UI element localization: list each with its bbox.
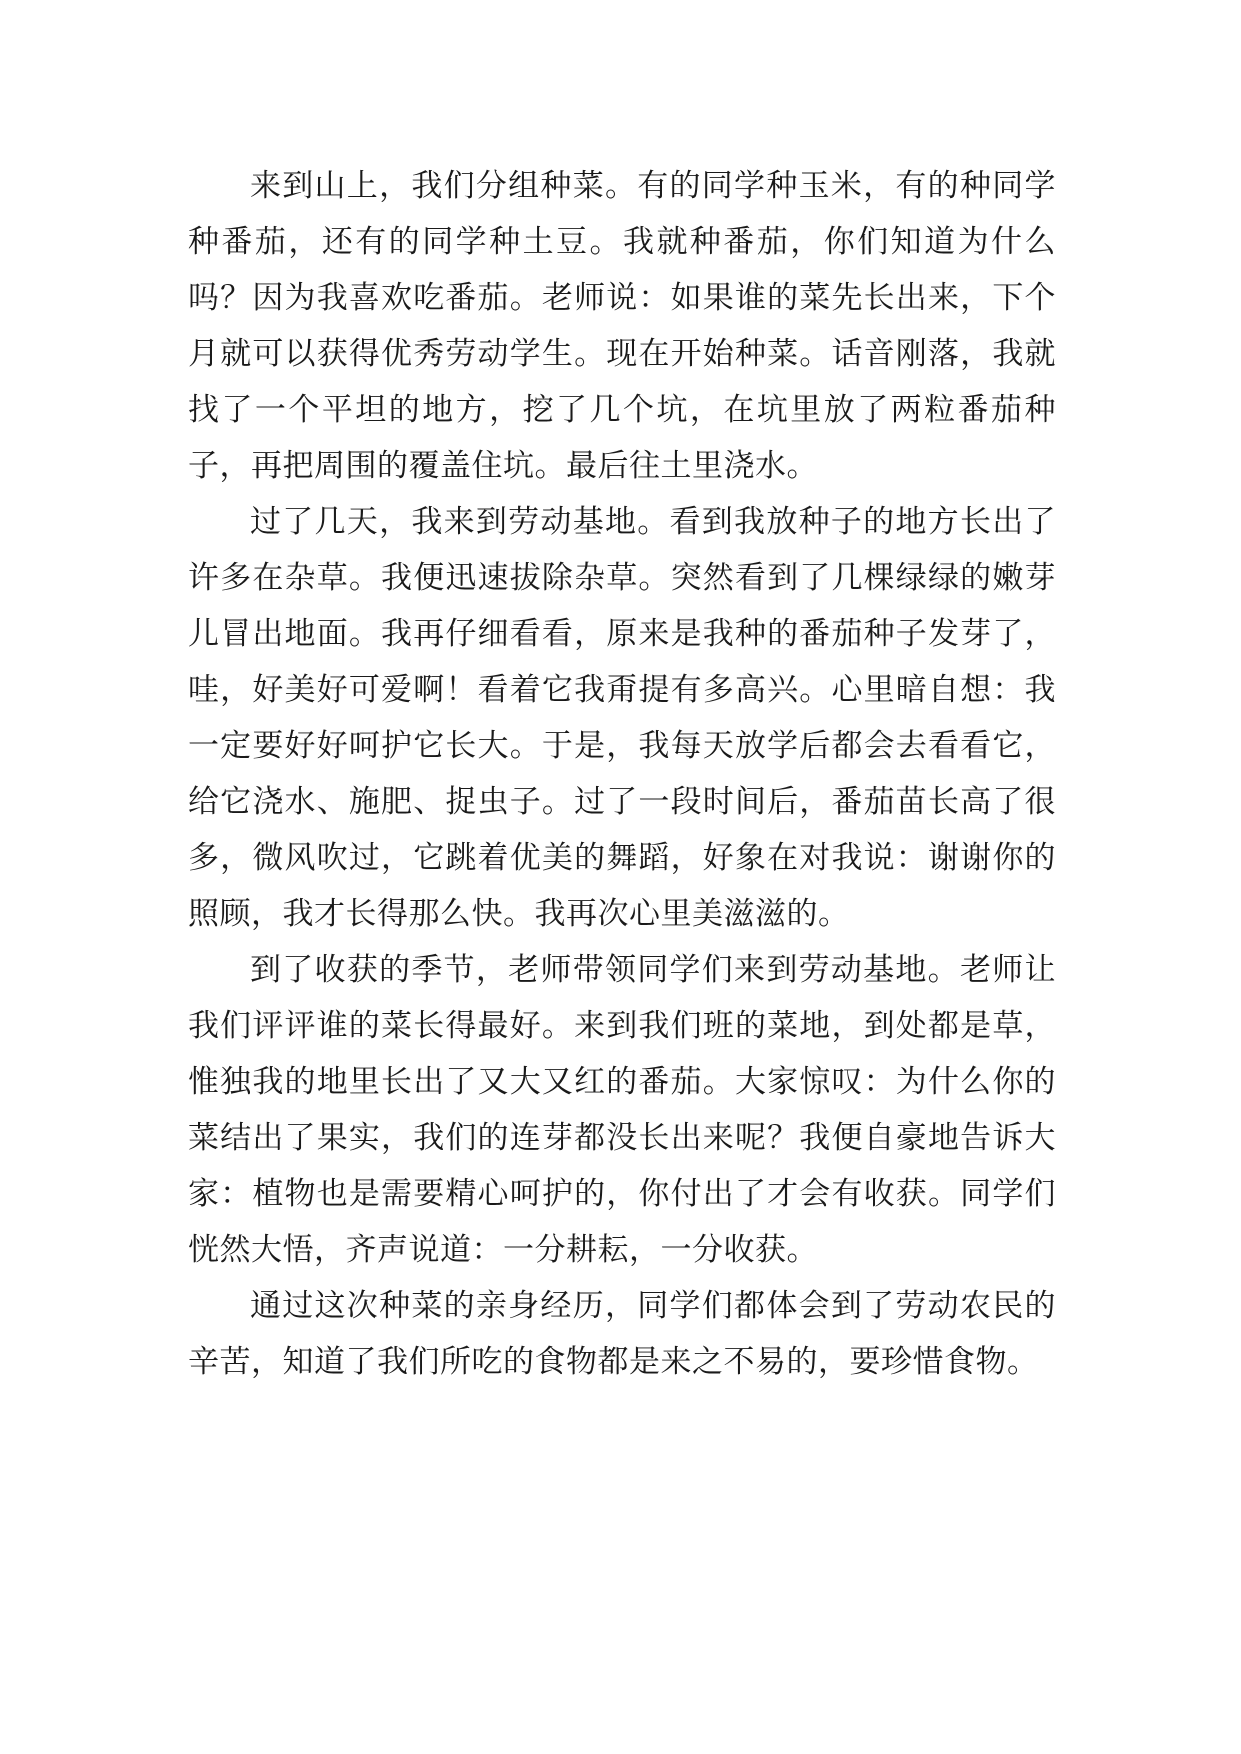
paragraph-harvest: 到了收获的季节，老师带领同学们来到劳动基地。老师让我们评评谁的菜长得最好。来到我们班的菜地，到处都是草，惟独我的地里长出了又大又红的番茄。大家惊叹：为什么你的菜结出了果实，我们的连芽都没长出来呢？我便自豪地告诉大家：植物也是需要精心呵护的，你付出了才会有收获。同学们恍然大悟，齐声说道：一分耕耘，一分收获。 [188, 952, 1056, 1268]
paragraph-planting: 来到山上，我们分组种菜。有的同学种玉米，有的种同学种番茄，还有的同学种土豆。我就种番茄，你们知道为什么吗？因为我喜欢吃番茄。老师说：如果谁的菜先长出来，下个月就可以获得优秀劳动学生。现在开始种菜。话音刚落，我就找了一个平坦的地方，挖了几个坑，在坑里放了两粒番茄种子，再把周围的覆盖住坑。最后往土里浇水。 [188, 168, 1056, 484]
document-body [188, 158, 1056, 1390]
paragraph-sprouting: 过了几天，我来到劳动基地。看到我放种子的地方长出了许多在杂草。我便迅速拔除杂草。突然看到了几棵绿绿的嫩芽儿冒出地面。我再仔细看看，原来是我种的番茄种子发芽了，哇，好美好可爱啊！看着它我甭提有多高兴。心里暗自想：我一定要好好呵护它长大。于是，我每天放学后都会去看看它，给它浇水、施肥、捉虫子。过了一段时间后，番茄苗长高了很多，微风吹过，它跳着优美的舞蹈，好象在对我说：谢谢你的照顾，我才长得那么快。我再次心里美滋滋的。 [188, 504, 1056, 932]
paragraph-conclusion: 通过这次种菜的亲身经历，同学们都体会到了劳动农民的辛苦，知道了我们所吃的食物都是来之不易的，要珍惜食物。 [188, 1288, 1056, 1380]
